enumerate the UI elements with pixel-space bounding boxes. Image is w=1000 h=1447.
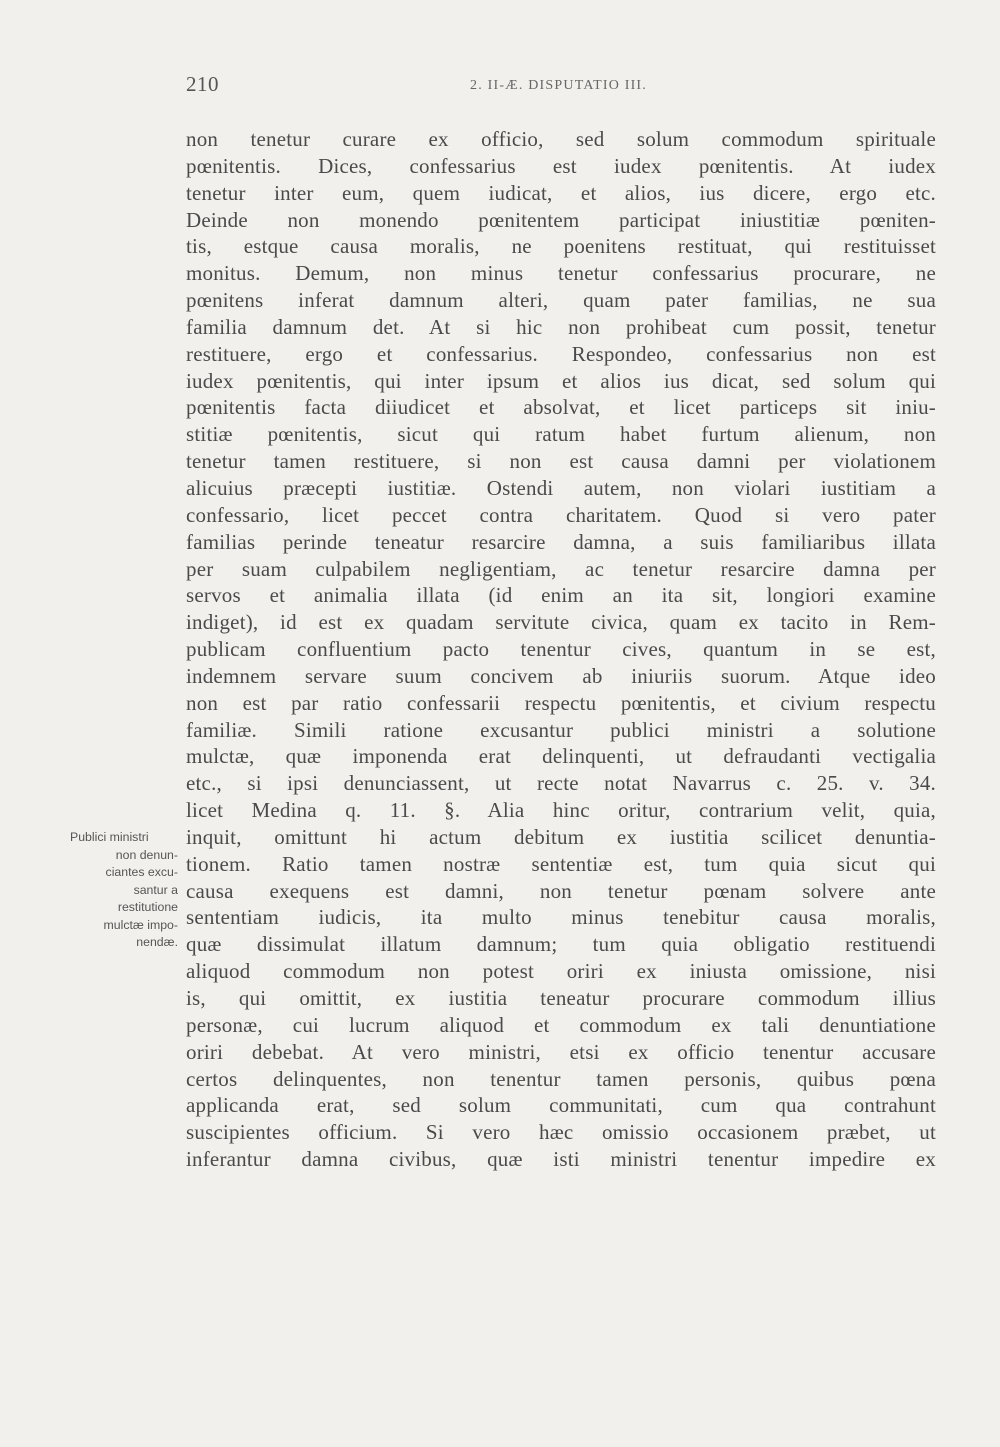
- margin-note-line: restitutione: [117, 900, 178, 914]
- running-title: 2. II-Æ. DISPUTATIO III.: [470, 78, 647, 93]
- text-line: stitiæ pœnitentis, sicut qui ratum habet furtum alienum, non: [186, 422, 936, 447]
- text-line: tenetur tamen restituere, si non est causa damni per violationem: [186, 449, 936, 474]
- text-line: servos et animalia illata (id enim an ita sit, longiori examine: [186, 583, 936, 608]
- text-line: mulctæ, quæ imponenda erat delinquenti, ut defraudanti vectigalia: [186, 744, 936, 769]
- text-line: Deinde non monendo pœnitentem participat iniustitiæ pœniten-: [186, 207, 936, 232]
- text-line: is, qui omittit, ex iustitia teneatur procurare commodum illius: [186, 986, 936, 1010]
- text-line: alicuius præcepti iustitiæ. Ostendi autem, non violari iustitiam a: [186, 475, 936, 500]
- text-line: indemnem servare suum concivem ab iniuriis suorum. Atque ideo: [186, 663, 936, 688]
- text-line: certos delinquentes, non tenentur tamen personis, quibus pœna: [186, 1066, 936, 1091]
- text-line: causa exequens est damni, non tenetur pœnam solvere ante: [186, 878, 936, 903]
- text-line: etc., si ipsi denunciassent, ut recte notat Navarrus c. 25. v. 34.: [186, 771, 936, 796]
- text-line: tis, estque causa moralis, ne poenitens restituat, qui restituisset: [186, 234, 936, 259]
- margin-note-line: non denun-: [115, 847, 178, 862]
- text-line: quæ dissimulat illatum damnum; tum quia obligatio restituendi: [186, 932, 936, 957]
- margin-note-line: santur a: [133, 882, 178, 897]
- margin-note: [70, 829, 178, 952]
- text-line: restituere, ergo et confessarius. Respondeo, confessarius non est: [186, 341, 936, 366]
- text-line: personæ, cui lucrum aliquod et commodum ex tali denuntiatione: [186, 1012, 936, 1037]
- body-text: [186, 126, 936, 1173]
- text-line: non est par ratio confessarii respectu pœnitentis, et civium respectu: [186, 690, 936, 715]
- margin-note-line: mulctæ impo-: [103, 917, 178, 932]
- text-line: monitus. Demum, non minus tenetur confessarius procurare, ne: [186, 261, 936, 286]
- text-line: indiget), id est ex quadam servitute civica, quam ex tacito in Rem-: [186, 610, 936, 635]
- text-line: suscipientes officium. Si vero hæc omissio occasionem præbet, ut: [186, 1120, 936, 1145]
- text-line: inferantur damna civibus, quæ isti ministri tenentur impedire ex: [186, 1147, 936, 1172]
- text-line: pœnitentis facta diiudicet et absolvat, et licet particeps sit iniu-: [186, 395, 936, 420]
- page-number: 210: [186, 72, 219, 96]
- margin-note-line: nendæ.: [136, 935, 178, 949]
- text-line: aliquod commodum non potest oriri ex iniusta omissione, nisi: [186, 959, 936, 984]
- text-line: familiæ. Simili ratione excusantur publici ministri a solutione: [186, 717, 936, 742]
- text-line: publicam confluentium pacto tenentur cives, quantum in se est,: [186, 637, 936, 662]
- text-line: familia damnum det. At si hic non prohibeat cum possit, tenetur: [186, 314, 936, 339]
- text-line: inquit, omittunt hi actum debitum ex iustitia scilicet denuntia-: [186, 824, 936, 849]
- text-line: tionem. Ratio tamen nostræ sententiæ est, tum quia sicut qui: [186, 851, 936, 876]
- text-line: tenetur inter eum, quem iudicat, et alios, ius dicere, ergo etc.: [186, 180, 936, 205]
- text-line: licet Medina q. 11. §. Alia hinc oritur, contrarium velit, quia,: [186, 798, 936, 823]
- margin-note-line: Publici ministri: [70, 830, 149, 844]
- margin-note-line: ciantes excu-: [105, 865, 178, 879]
- text-line: per suam culpabilem negligentiam, ac tenetur resarcire damna per: [186, 556, 936, 581]
- text-line: pœnitentis. Dices, confessarius est iudex pœnitentis. At iudex: [186, 153, 936, 178]
- text-line: non tenetur curare ex officio, sed solum commodum spirituale: [186, 127, 936, 151]
- text-line: oriri debebat. At vero ministri, etsi ex officio tenentur accusare: [186, 1039, 936, 1064]
- text-line: confessario, licet peccet contra charitatem. Quod si vero pater: [186, 502, 936, 527]
- text-line: familias perinde teneatur resarcire damna, a suis familiaribus illata: [186, 529, 936, 554]
- text-line: sententiam iudicis, ita multo minus tenebitur causa moralis,: [186, 905, 936, 930]
- text-line: iudex pœnitentis, qui inter ipsum et alios ius dicat, sed solum qui: [186, 368, 936, 393]
- text-line: pœnitens inferat damnum alteri, quam pater familias, ne sua: [186, 288, 936, 313]
- text-line: applicanda erat, sed solum communitati, cum qua contrahunt: [186, 1093, 936, 1118]
